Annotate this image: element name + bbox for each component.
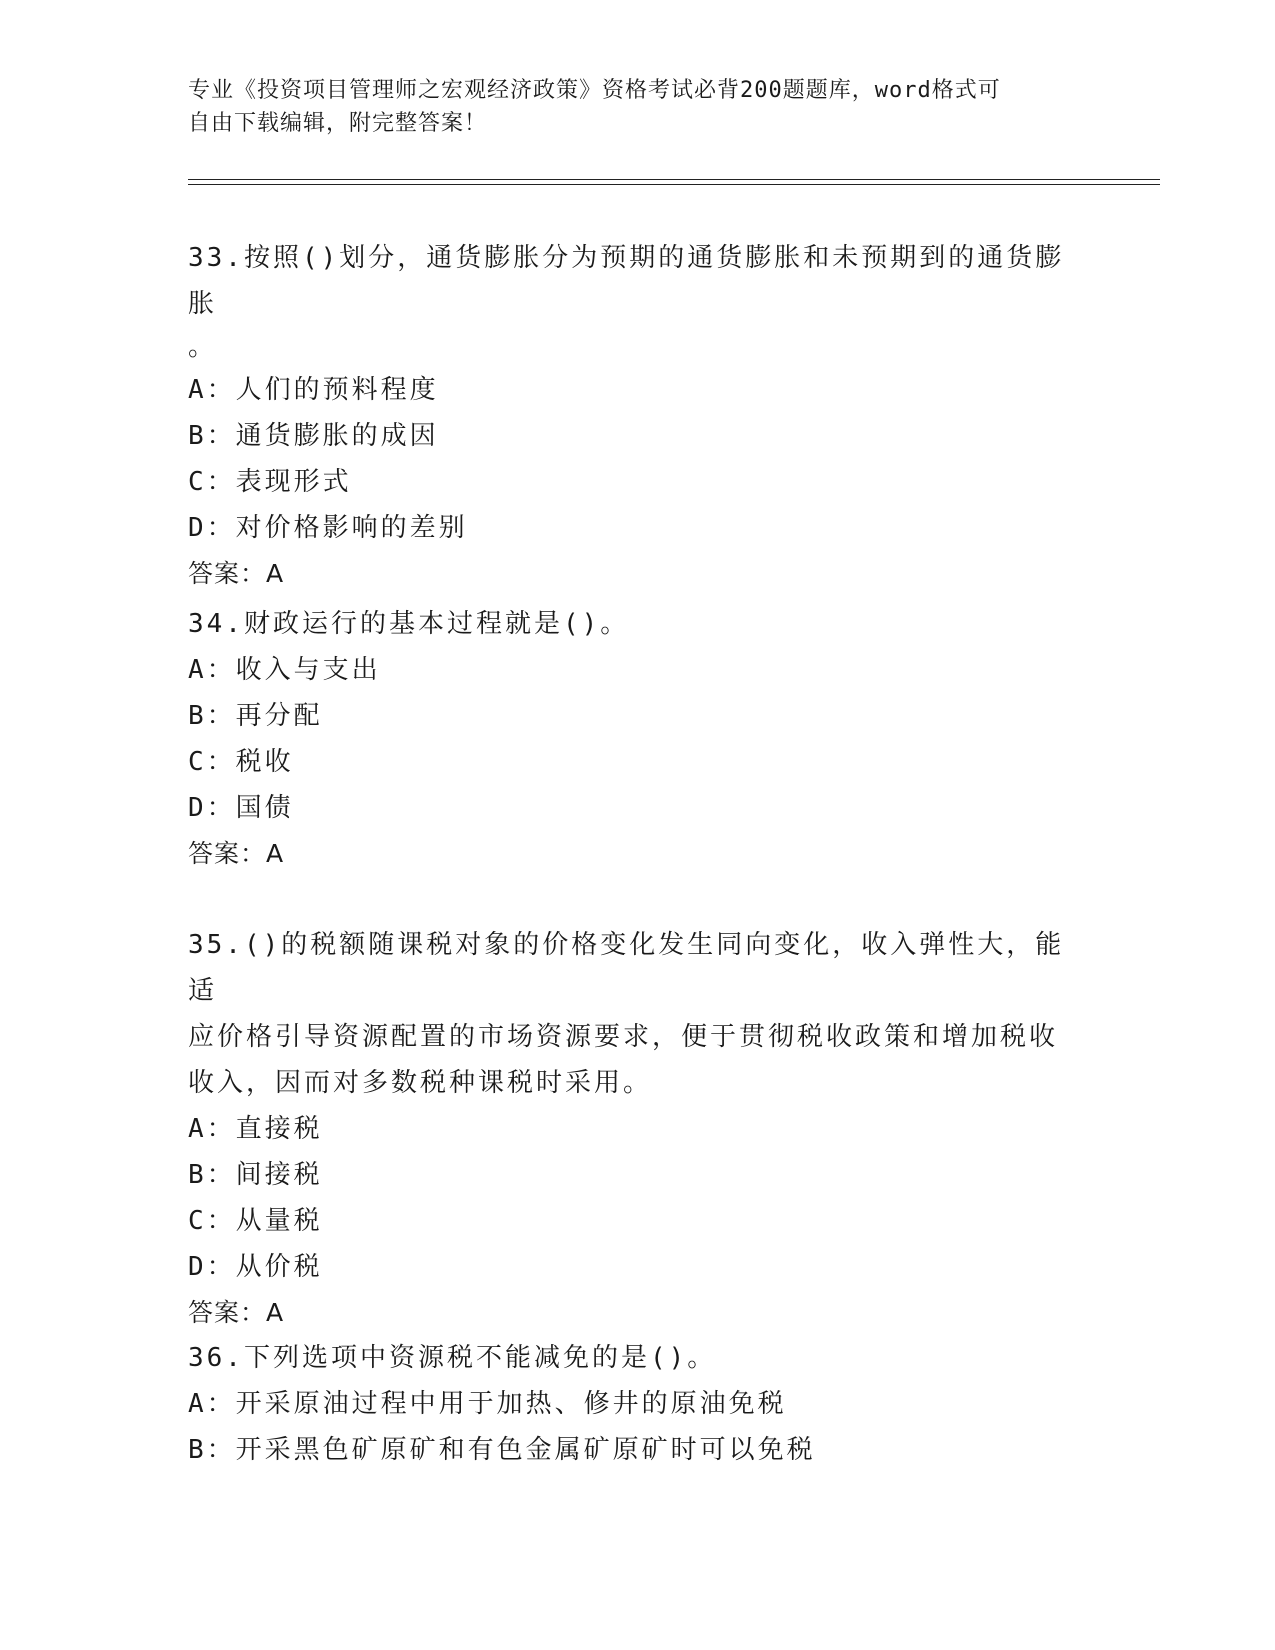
option-c: C：税收	[188, 747, 294, 777]
question-35	[188, 922, 1088, 1336]
question-stem: 35.()的税额随课税对象的价格变化发生同向变化，收入弹性大，能适	[188, 930, 1065, 1006]
option-d: D：对价格影响的差别	[188, 513, 468, 543]
option-c: C：从量税	[188, 1206, 323, 1236]
answer: 答案：A	[188, 839, 285, 868]
option-b: B：间接税	[188, 1160, 323, 1190]
question-stem: 33.按照()划分，通货膨胀分为预期的通货膨胀和未预期到的通货膨胀	[188, 243, 1065, 319]
header-line-1: 专业《投资项目管理师之宏观经济政策》资格考试必背200题题库，word格式可	[188, 78, 1001, 103]
question-stem-continuation: 应价格引导资源配置的市场资源要求，便于贯彻税收政策和增加税收	[188, 1022, 1059, 1052]
question-stem-continuation: 。	[188, 332, 218, 362]
option-a: A：直接税	[188, 1114, 323, 1144]
option-b: B：开采黑色矿原矿和有色金属矿原矿时可以免税	[188, 1435, 816, 1465]
question-34	[188, 601, 1088, 877]
option-c: C：表现形式	[188, 467, 352, 497]
question-36	[188, 1335, 1088, 1473]
document-header	[188, 74, 1088, 140]
option-d: D：国债	[188, 793, 294, 823]
header-divider-top	[188, 179, 1160, 180]
answer: 答案：A	[188, 1298, 285, 1327]
option-a: A：收入与支出	[188, 655, 381, 685]
question-33	[188, 235, 1088, 597]
question-stem: 36.下列选项中资源税不能减免的是()。	[188, 1343, 717, 1373]
header-divider-bottom	[188, 184, 1160, 185]
option-b: B：通货膨胀的成因	[188, 421, 439, 451]
option-a: A：开采原油过程中用于加热、修井的原油免税	[188, 1389, 787, 1419]
answer: 答案：A	[188, 559, 285, 588]
question-stem: 34.财政运行的基本过程就是()。	[188, 609, 630, 639]
question-stem-continuation: 收入，因而对多数税种课税时采用。	[188, 1068, 653, 1098]
header-line-2: 自由下载编辑，附完整答案！	[188, 111, 488, 136]
option-a: A：人们的预料程度	[188, 375, 439, 405]
option-d: D：从价税	[188, 1252, 323, 1282]
option-b: B：再分配	[188, 701, 323, 731]
